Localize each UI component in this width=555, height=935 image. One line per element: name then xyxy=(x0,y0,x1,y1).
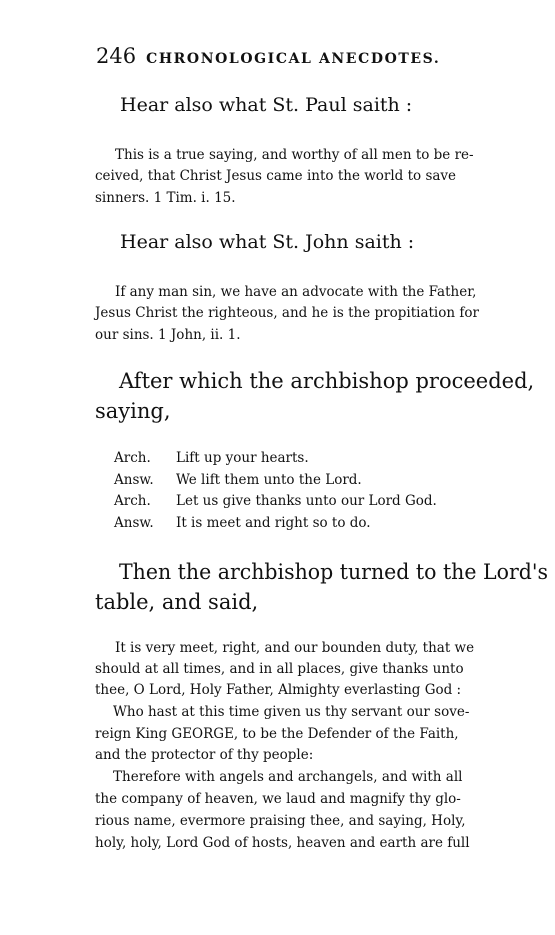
text-line: If any man sin, we have an advocate with the Father, xyxy=(115,284,477,300)
text-line: holy, holy, Lord God of hosts, heaven and earth are full xyxy=(95,835,470,851)
dialogue-line: Let us give thanks unto our Lord God. xyxy=(176,493,437,509)
text-line: Therefore with angels and archangels, and with all xyxy=(113,769,463,785)
text-line: reign King GEORGE, to be the Defender of the Faith, xyxy=(95,726,459,742)
dialogue-row xyxy=(114,491,437,513)
heading-line: Then the archbishop turned to the Lord's xyxy=(119,560,548,584)
page-number: 246 xyxy=(96,44,137,68)
text-line: It is very meet, right, and our bounden duty, that we xyxy=(115,640,475,656)
text-line: This is a true saying, and worthy of all men to be re- xyxy=(115,147,474,163)
text-line: ceived, that Christ Jesus came into the world to save xyxy=(95,168,457,184)
versicles-responses xyxy=(114,448,437,534)
speaker: Answ. xyxy=(114,471,154,488)
heading-line: Hear also what St. Paul saith : xyxy=(120,94,413,116)
page-header xyxy=(96,44,440,68)
speaker: Arch. xyxy=(114,450,151,466)
speaker: Answ. xyxy=(114,514,154,531)
heading-line: Hear also what St. John saith : xyxy=(120,231,415,253)
text-line: Jesus Christ the righteous, and he is the propitiation for xyxy=(95,305,479,321)
heading-line: table, and said, xyxy=(95,590,259,614)
text-line: Who hast at this time given us thy servant our sove- xyxy=(113,704,470,720)
heading-line: After which the archbishop proceeded, xyxy=(119,369,535,393)
text-line: sinners. 1 Tim. i. 15. xyxy=(95,190,236,206)
dialogue-row xyxy=(114,513,437,535)
dialogue-line: It is meet and right so to do. xyxy=(176,514,371,531)
dialogue-row xyxy=(114,470,437,492)
text-line: our sins. 1 John, ii. 1. xyxy=(95,327,241,343)
dialogue-row xyxy=(114,448,437,470)
running-head: CHRONOLOGICAL ANECDOTES. xyxy=(146,51,441,67)
text-line: thee, O Lord, Holy Father, Almighty everlasting God : xyxy=(95,682,462,698)
heading-line: saying, xyxy=(95,399,171,423)
text-line: rious name, evermore praising thee, and saying, Holy, xyxy=(95,813,466,829)
dialogue-line: Lift up your hearts. xyxy=(176,450,309,466)
text-line: the company of heaven, we laud and magnify thy glo- xyxy=(95,791,461,807)
text-line: should at all times, and in all places, give thanks unto xyxy=(95,661,464,677)
text-line: and the protector of thy people: xyxy=(95,747,314,763)
dialogue-line: We lift them unto the Lord. xyxy=(176,471,362,488)
speaker: Arch. xyxy=(114,493,151,509)
